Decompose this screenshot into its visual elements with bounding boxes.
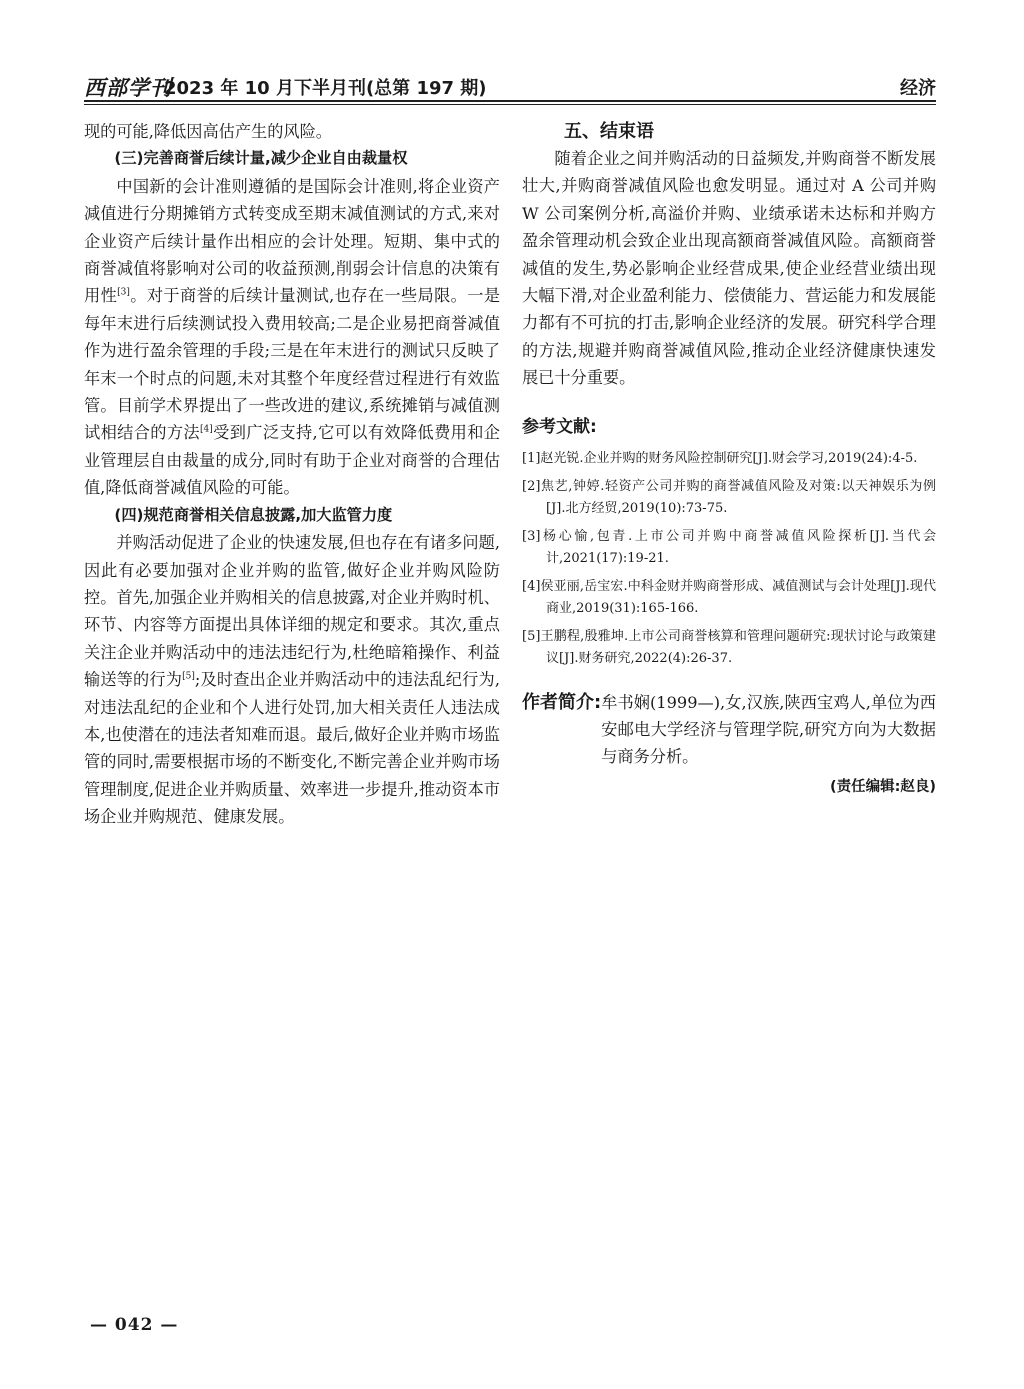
author-bio-label: 作者简介: — [522, 692, 602, 714]
conclusion-heading: 五、结束语 — [564, 121, 654, 142]
paragraph-continuation: 现的可能,降低因高估产生的风险。 — [84, 122, 332, 141]
paragraph-text: 中国新的会计准则遵循的是国际会计准则,将企业资产减值进行分期摊销方式转变成至期末减值测试的方式,来对企业资产后续计量作出相应的会计处理。短期、集中式的商誉减值将影响对公司的收益预测,削弱会计信息的决策有用性 — [84, 176, 500, 306]
journal-logo: 西部学刊 — [84, 75, 172, 100]
citation-4: [4] — [200, 425, 213, 436]
paragraph-text: ;及时查出企业并购活动中的违法乱纪行为,对违法乱纪的企业和个人进行处罚,加大相关责任人违法成本,也使潜在的违法者知难而退。最后,做好企业并购市场监管的同时,需要根据市场的不断变化,不断完善企业并购市场管理制度,促进企业并购质量、效率进一步提升,推动资本市场企业并购规范、健康发展。 — [84, 670, 500, 827]
paragraph-text: 并购活动促进了企业的快速发展,但也存在有诸多问题,因此有必要加强对企业并购的监管,做好企业并购风险防控。首先,加强企业并购相关的信息披露,对企业并购时机、环节、内容等方面提出具体详细的规定和要求。其次,重点关注企业并购活动中的违法违纪行为,杜绝暗箱操作、利益输送等的行为 — [84, 533, 500, 690]
reference-item: [3]杨心愉,包青.上市公司并购中商誉减值风险探析[J].当代会计,2021(17):19-21. — [522, 529, 936, 566]
section-label: 经济 — [900, 78, 936, 99]
paragraph-text: 受到广泛支持,它可以有效降低费用和企业管理层自由裁量的成分,同时有助于企业对商誉的合理估值,降低商誉减值风险的可能。 — [84, 423, 500, 498]
subheading-4: (四)规范商誉相关信息披露,加大监管力度 — [114, 505, 393, 524]
paragraph-goodwill-measurement — [84, 173, 500, 502]
right-column — [522, 118, 936, 802]
responsible-editor: (责任编辑:赵良) — [829, 779, 936, 796]
reference-list — [522, 448, 936, 670]
header-rule-thick — [84, 100, 936, 102]
citation-5: [5] — [182, 671, 195, 682]
author-bio — [522, 689, 936, 770]
conclusion-paragraph: 随着企业之间并购活动的日益频发,并购商誉不断发展壮大,并购商誉减值风险也愈发明显。通过对 A 公司并购 W 公司案例分析,高溢价并购、业绩承诺未达标和并购方盈余管理动机会致企业出现高额商誉减值风险。高额商誉减值的发生,势必影响企业经营成果,使企业经营业绩出现大幅下滑,对企业盈利能力、偿债能力、营运能力和发展能力都有不可抗的打击,影响企业经济的发展。研究科学合理的方法,规避并购商誉减值风险,推动企业经济健康快速发展已十分重要。 — [522, 149, 936, 388]
issue-info: 2023 年 10 月下半月刊(总第 197 期) — [164, 78, 487, 99]
references-heading: 参考文献: — [522, 416, 597, 437]
header-rule-thin — [84, 104, 936, 105]
left-column — [84, 118, 500, 831]
paragraph-disclosure — [84, 529, 500, 830]
running-header — [84, 70, 936, 100]
subheading-3: (三)完善商誉后续计量,减少企业自由裁量权 — [114, 149, 408, 168]
paragraph-text: 。对于商誉的后续计量测试,也存在一些局限。一是每年末进行后续测试投入费用较高;二是企业易把商誉减值作为进行盈余管理的手段;三是在年末进行的测试只反映了年末一个时点的问题,未对其整个年度经营过程进行有效监管。目前学术界提出了一些改进的建议,系统摊销与减值测试相结合的方法 — [84, 286, 501, 443]
reference-item: [5]王鹏程,殷雅坤.上市公司商誉核算和管理问题研究:现状讨论与政策建议[J].财务研究,2022(4):26-37. — [522, 629, 936, 666]
citation-3: [3] — [117, 288, 130, 299]
page-number: — 042 — — [90, 1315, 179, 1335]
author-bio-text: 牟书娴(1999—),女,汉族,陕西宝鸡人,单位为西安邮电大学经济与管理学院,研究方向为大数据与商务分析。 — [601, 693, 936, 767]
reference-item: [1]赵光锐.企业并购的财务风险控制研究[J].财会学习,2019(24):4-5. — [522, 450, 918, 466]
reference-item: [2]焦艺,钟婷.轻资产公司并购的商誉减值风险及对策:以天神娱乐为例[J].北方经贸,2019(10):73-75. — [522, 479, 936, 516]
reference-item: [4]侯亚丽,岳宝宏.中科金财并购商誉形成、减值测试与会计处理[J].现代商业,2019(31):165-166. — [522, 579, 936, 616]
